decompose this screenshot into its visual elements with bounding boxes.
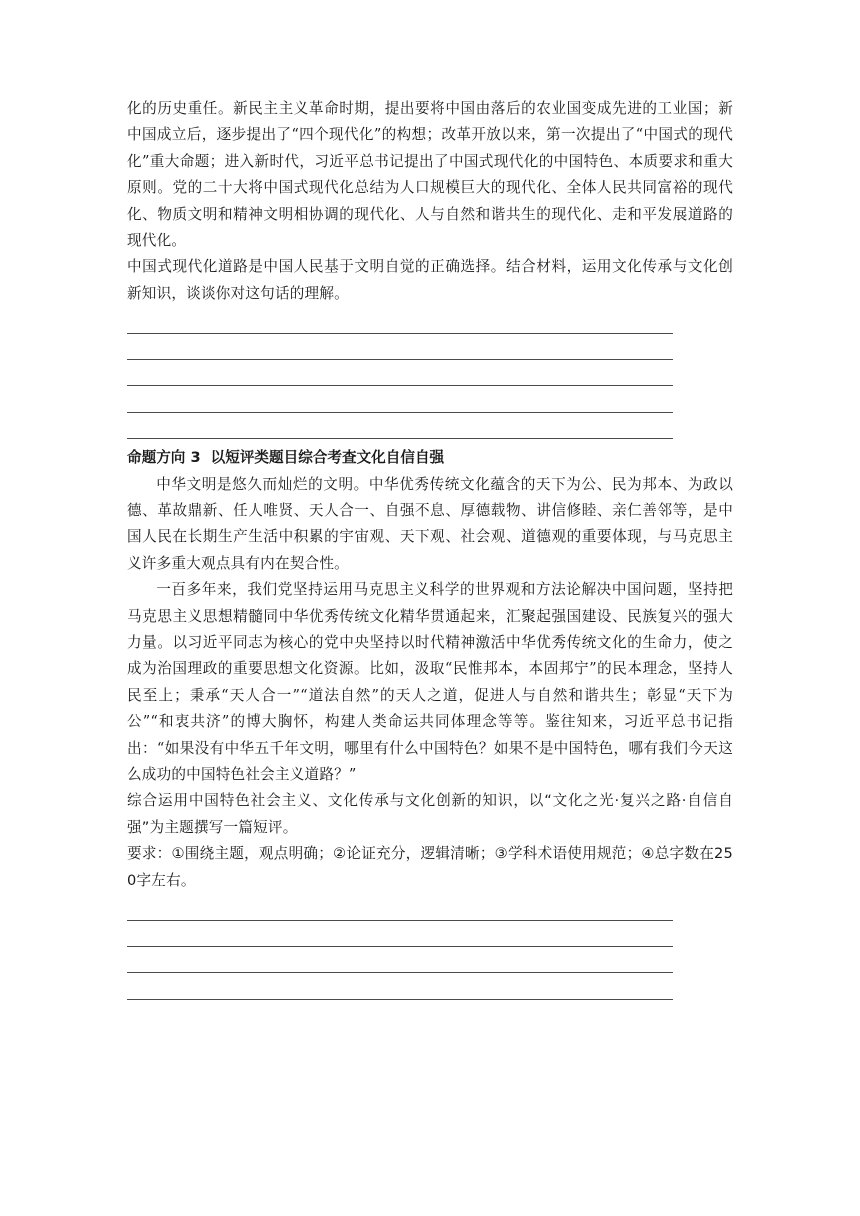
question-1: 中国式现代化道路是中国人民基于文明自觉的正确选择。结合材料，运用文化传承与文化创新知识，谈谈你对这句话的理解。 xyxy=(127,258,733,302)
answer-line[interactable] xyxy=(127,334,673,360)
intro-paragraph: 化的历史重任。新民主主义革命时期，提出要将中国由落后的农业国变成先进的工业国；新中国成立后，逐步提出了“四个现代化”的构想；改革开放以来，第一次提出了“中国式的现代化”重大命题；进入新时代，习近平总书记提出了中国式现代化的中国特色、本质要求和重大原则。党的二十大将中国式现代化总结为人口规模巨大的现代化、全体人民共同富裕的现代化、物质文明和精神文明相协调的现代化、人与自然和谐共生的现代化、走和平发展道路的现代化。 xyxy=(127,100,733,250)
answer-line[interactable] xyxy=(127,386,673,412)
requirements-text: 要求：①围绕主题，观点明确；②论证充分，逻辑清晰；③学科术语使用规范；④总字数在250字左右。 xyxy=(127,845,733,889)
answer-line[interactable] xyxy=(127,413,673,439)
answer-line[interactable] xyxy=(127,973,673,999)
question-2: 综合运用中国特色社会主义、文化传承与文化创新的知识，以“文化之光·复兴之路·自信自强”为主题撰写一篇短评。 xyxy=(127,792,733,836)
answer-line[interactable] xyxy=(127,360,673,386)
answer-line[interactable] xyxy=(127,947,673,973)
section-label: 命题方向 3 xyxy=(127,449,201,467)
section-heading xyxy=(127,445,733,471)
answer-line[interactable] xyxy=(127,894,673,920)
answer-line[interactable] xyxy=(127,921,673,947)
material-paragraph-2: 一百多年来，我们党坚持运用马克思主义科学的世界观和方法论解决中国问题，坚持把马克思主义思想精髓同中华优秀传统文化精华贯通起来，汇聚起强国建设、民族复兴的强大力量。以习近平同志为核心的党中央坚持以时代精神激活中华优秀传统文化的生命力，使之成为治国理政的重要思想文化资源。比如，汲取“民惟邦本，本固邦宁”的民本理念，坚持人民至上；秉承“天人合一”“道法自然”的天人之道，促进人与自然和谐共生；彰显“天下为公”“和衷共济”的博大胸怀，构建人类命运共同体理念等等。鉴往知来，习近平总书记指出：“如果没有中华五千年文明，哪里有什么中国特色？如果不是中国特色，哪有我们今天这么成功的中国特色社会主义道路？” xyxy=(127,581,733,784)
answer-area-1[interactable] xyxy=(127,307,673,439)
answer-area-2[interactable] xyxy=(127,894,673,1000)
answer-line[interactable] xyxy=(127,307,673,333)
document-page xyxy=(127,96,733,1000)
material-paragraph-1: 中华文明是悠久而灿烂的文明。中华优秀传统文化蕴含的天下为公、民为邦本、为政以德、革故鼎新、任人唯贤、天人合一、自强不息、厚德载物、讲信修睦、亲仁善邻等，是中国人民在长期生产生活中积累的宇宙观、天下观、社会观、道德观的重要体现，与马克思主义许多重大观点具有内在契合性。 xyxy=(127,475,733,572)
section-title: 以短评类题目综合考查文化自信自强 xyxy=(210,449,445,467)
